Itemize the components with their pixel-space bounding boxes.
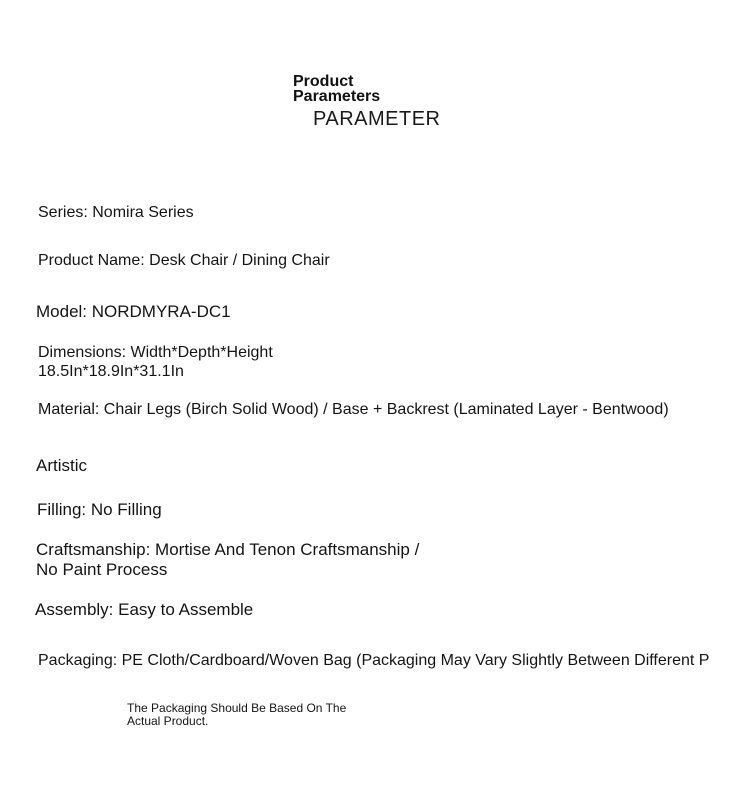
packaging-note-line-2: Actual Product.: [127, 714, 209, 728]
dimensions-value: 18.5In*18.9In*31.1In: [38, 363, 184, 380]
product-name-param: Product Name: Desk Chair / Dining Chair: [38, 252, 330, 269]
filling-param: Filling: No Filling: [37, 500, 162, 519]
dimensions-label: Dimensions: Width*Depth*Height: [38, 344, 273, 361]
series-param: Series: Nomira Series: [38, 204, 194, 221]
assembly-param: Assembly: Easy to Assemble: [35, 600, 254, 619]
packaging-param: Packaging: PE Cloth/Cardboard/Woven Bag (Packaging May Vary Slightly Between Different P: [38, 652, 710, 669]
packaging-note-line-1: The Packaging Should Be Based On The: [127, 701, 347, 715]
page-title-line-2: Parameters: [293, 88, 381, 105]
craftsmanship-line-1: Craftsmanship: Mortise And Tenon Craftsmanship /: [36, 540, 420, 559]
packaging-note: [127, 702, 346, 728]
craftsmanship-line-2: No Paint Process: [36, 560, 168, 579]
craftsmanship-param: [36, 540, 419, 580]
material-param: Material: Chair Legs (Birch Solid Wood) / Base + Backrest (Laminated Layer - Bentwood): [38, 401, 669, 418]
page-subtitle: PARAMETER: [313, 108, 441, 130]
dimensions-param: [38, 343, 273, 381]
page-title-line-1: Product: [293, 73, 354, 90]
style-param: Artistic: [36, 456, 87, 475]
model-param: Model: NORDMYRA-DC1: [36, 302, 231, 321]
page-title: [293, 74, 380, 104]
